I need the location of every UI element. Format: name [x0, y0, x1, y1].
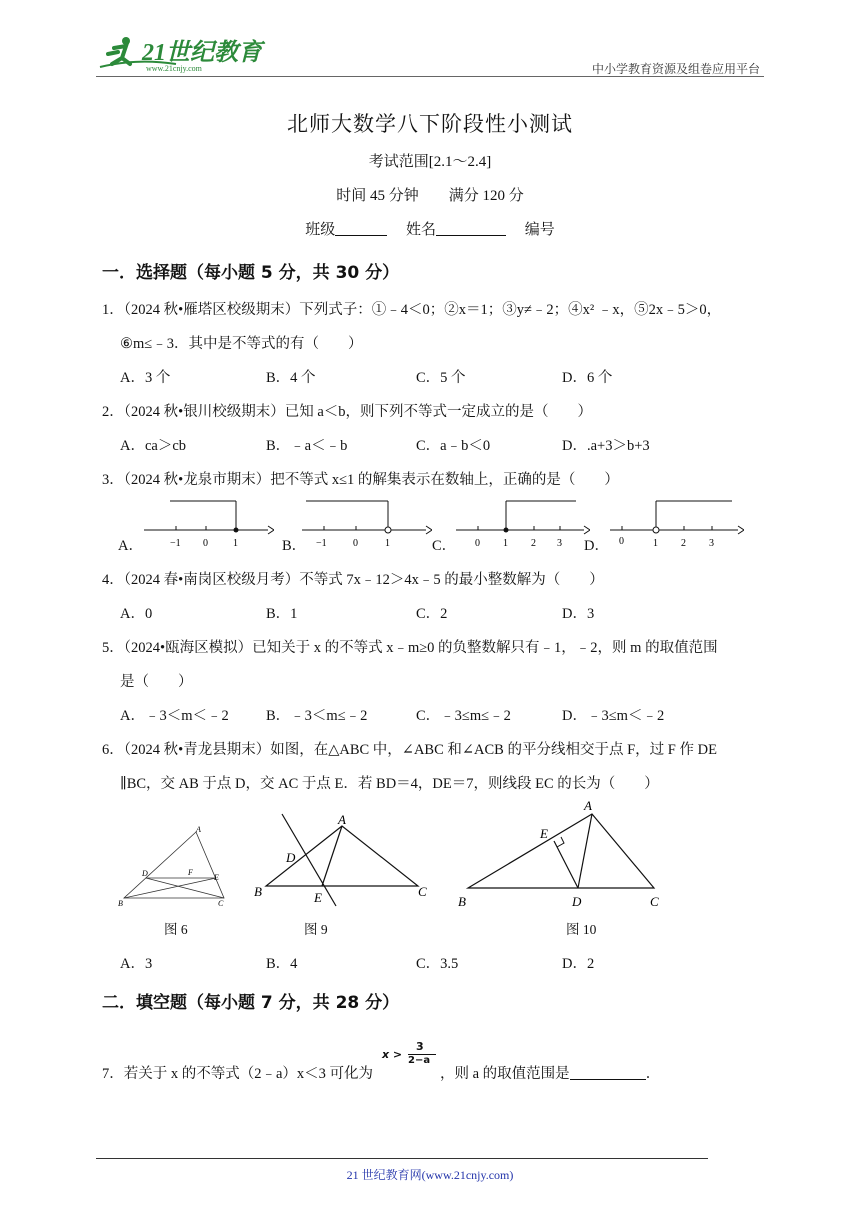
logo-text: 21世纪教育	[142, 40, 262, 66]
svg-text:1: 1	[503, 538, 508, 549]
question-1-line-2: ⑥m≤﹣3．其中是不等式的有（ ）	[120, 336, 363, 352]
svg-text:E: E	[314, 890, 322, 905]
svg-text:0: 0	[353, 538, 358, 549]
question-5-line-2: 是（ ）	[120, 674, 193, 690]
q5-option-b[interactable]: B．﹣3＜m≤﹣2	[266, 708, 368, 724]
q1-option-a[interactable]: A．3 个	[120, 370, 171, 386]
name-blank[interactable]	[436, 221, 506, 236]
svg-text:A: A	[196, 825, 201, 834]
question-5-line-1: 5．（2024•瓯海区模拟）已知关于 x 的不等式 x﹣m≥0 的负整数解只有﹣1，﹣2，则 m 的取值范围	[102, 640, 718, 656]
q6-option-c[interactable]: C．3.5	[416, 956, 459, 972]
q5-option-d[interactable]: D．﹣3≤m＜﹣2	[562, 708, 665, 724]
q7-fraction-image: x > 3 2−a	[382, 1040, 442, 1074]
svg-text:B: B	[254, 884, 262, 899]
q6-option-a[interactable]: A．3	[120, 956, 153, 972]
q4-option-b[interactable]: B．1	[266, 606, 298, 622]
q4-option-d[interactable]: D．3	[562, 606, 595, 622]
header-divider	[96, 76, 764, 77]
number-line-d	[610, 496, 744, 552]
svg-text:B: B	[118, 899, 123, 908]
question-1-line-1: 1．（2024 秋•雁塔区校级期末）下列式子：①﹣4＜0；②x＝1；③y≠﹣2；④x² ﹣x，⑤2x﹣5＞0，	[102, 302, 722, 318]
name-label: 姓名	[405, 222, 436, 238]
q3-option-d[interactable]: D．	[584, 538, 609, 554]
section-2-heading: 二．填空题（每小题 7 分，共 28 分）	[102, 993, 400, 1013]
svg-text:C: C	[418, 884, 427, 899]
student-info-line	[0, 218, 860, 239]
question-7-line-1: 7．若关于 x 的不等式（2﹣a）x＜3 可化为	[102, 1066, 374, 1082]
svg-text:3: 3	[709, 538, 714, 549]
svg-text:3: 3	[557, 538, 562, 549]
q3-option-a[interactable]: A．	[118, 538, 143, 554]
svg-text:2: 2	[531, 538, 536, 549]
question-3-line-1: 3．（2024 秋•龙泉市期末）把不等式 x≤1 的解集表示在数轴上，正确的是（ ）	[102, 472, 619, 488]
header-right-text: 中小学教育资源及组卷应用平台	[591, 62, 760, 76]
svg-text:F: F	[188, 868, 193, 877]
q2-option-a[interactable]: A．ca＞cb	[120, 438, 187, 454]
svg-text:−1: −1	[316, 538, 327, 549]
q4-option-c[interactable]: C．2	[416, 606, 448, 622]
svg-text:0: 0	[619, 536, 624, 547]
number-line-a	[144, 496, 274, 552]
footer-divider	[96, 1158, 708, 1159]
page-title: 北师大数学八下阶段性小测试	[287, 112, 573, 136]
svg-text:C: C	[218, 899, 224, 908]
q2-option-c[interactable]: C．a﹣b＜0	[416, 438, 491, 454]
number-label: 编号	[524, 222, 555, 238]
svg-text:0: 0	[475, 538, 480, 549]
svg-text:−1: −1	[170, 538, 181, 549]
q6-option-d[interactable]: D．2	[562, 956, 595, 972]
q2-option-b[interactable]: B．﹣a＜﹣b	[266, 438, 348, 454]
figure-6	[116, 820, 232, 912]
number-line-b	[302, 496, 432, 552]
svg-text:D: D	[572, 894, 582, 908]
question-4-line-1: 4．（2024 春•南岗区校级月考）不等式 7x﹣12＞4x﹣5 的最小整数解为（ ）	[102, 572, 604, 588]
question-6-line-1: 6．（2024 秋•青龙县期末）如图，在△ABC 中，∠ABC 和∠ACB 的平分线相交于点 F，过 F 作 DE	[102, 742, 717, 758]
q1-option-d[interactable]: D．6 个	[562, 370, 613, 386]
exam-time: 时间 45 分钟 满分 120 分	[336, 188, 524, 204]
q2-option-d[interactable]: D．.a+3＞b+3	[562, 438, 650, 454]
svg-text:C: C	[650, 894, 659, 908]
footer-text: 21 世纪教育网(www.21cnjy.com)	[346, 1168, 514, 1182]
class-label: 班级	[305, 222, 336, 238]
figure-10-caption: 图 10	[566, 922, 597, 937]
class-blank[interactable]	[335, 221, 387, 236]
question-6-line-2: ∥BC，交 AB 于点 D，交 AC 于点 E．若 BD＝4，DE＝7，则线段 EC 的长为（ ）	[120, 776, 659, 792]
svg-text:A: A	[338, 812, 346, 827]
svg-text:E: E	[214, 873, 219, 882]
question-7-line-1-cont: ，则 a 的取值范围是 ．	[440, 1066, 661, 1082]
q3-option-b[interactable]: B．	[282, 538, 307, 554]
figure-6-caption: 图 6	[164, 922, 188, 937]
q1-option-c[interactable]: C．5 个	[416, 370, 466, 386]
figure-9	[252, 810, 438, 910]
figure-9-caption: 图 9	[304, 922, 328, 937]
svg-text:1: 1	[653, 538, 658, 549]
number-line-c	[456, 496, 590, 552]
exam-scope: 考试范围[2.1～2.4]	[368, 154, 492, 170]
q7-answer-blank[interactable]	[570, 1065, 646, 1080]
question-2-line-1: 2．（2024 秋•银川校级期末）已知 a＜b，则下列不等式一定成立的是（ ）	[102, 404, 593, 420]
figure-10	[454, 796, 676, 908]
logo-url: www.21cnjy.com	[146, 64, 202, 73]
svg-text:2: 2	[681, 538, 686, 549]
svg-text:D: D	[142, 869, 148, 878]
site-logo	[96, 34, 266, 74]
svg-text:1: 1	[385, 538, 390, 549]
q6-option-b[interactable]: B．4	[266, 956, 298, 972]
svg-text:B: B	[458, 894, 466, 908]
svg-text:1: 1	[233, 538, 238, 549]
svg-text:D: D	[286, 850, 296, 865]
q5-option-c[interactable]: C．﹣3≤m≤﹣2	[416, 708, 511, 724]
q1-option-b[interactable]: B．4 个	[266, 370, 316, 386]
svg-text:A: A	[584, 798, 592, 813]
svg-text:E: E	[540, 826, 548, 841]
q3-option-c[interactable]: C．	[432, 538, 457, 554]
section-1-heading: 一．选择题（每小题 5 分，共 30 分）	[102, 263, 400, 283]
q4-option-a[interactable]: A．0	[120, 606, 153, 622]
q5-option-a[interactable]: A．﹣3＜m＜﹣2	[120, 708, 229, 724]
svg-text:0: 0	[203, 538, 208, 549]
